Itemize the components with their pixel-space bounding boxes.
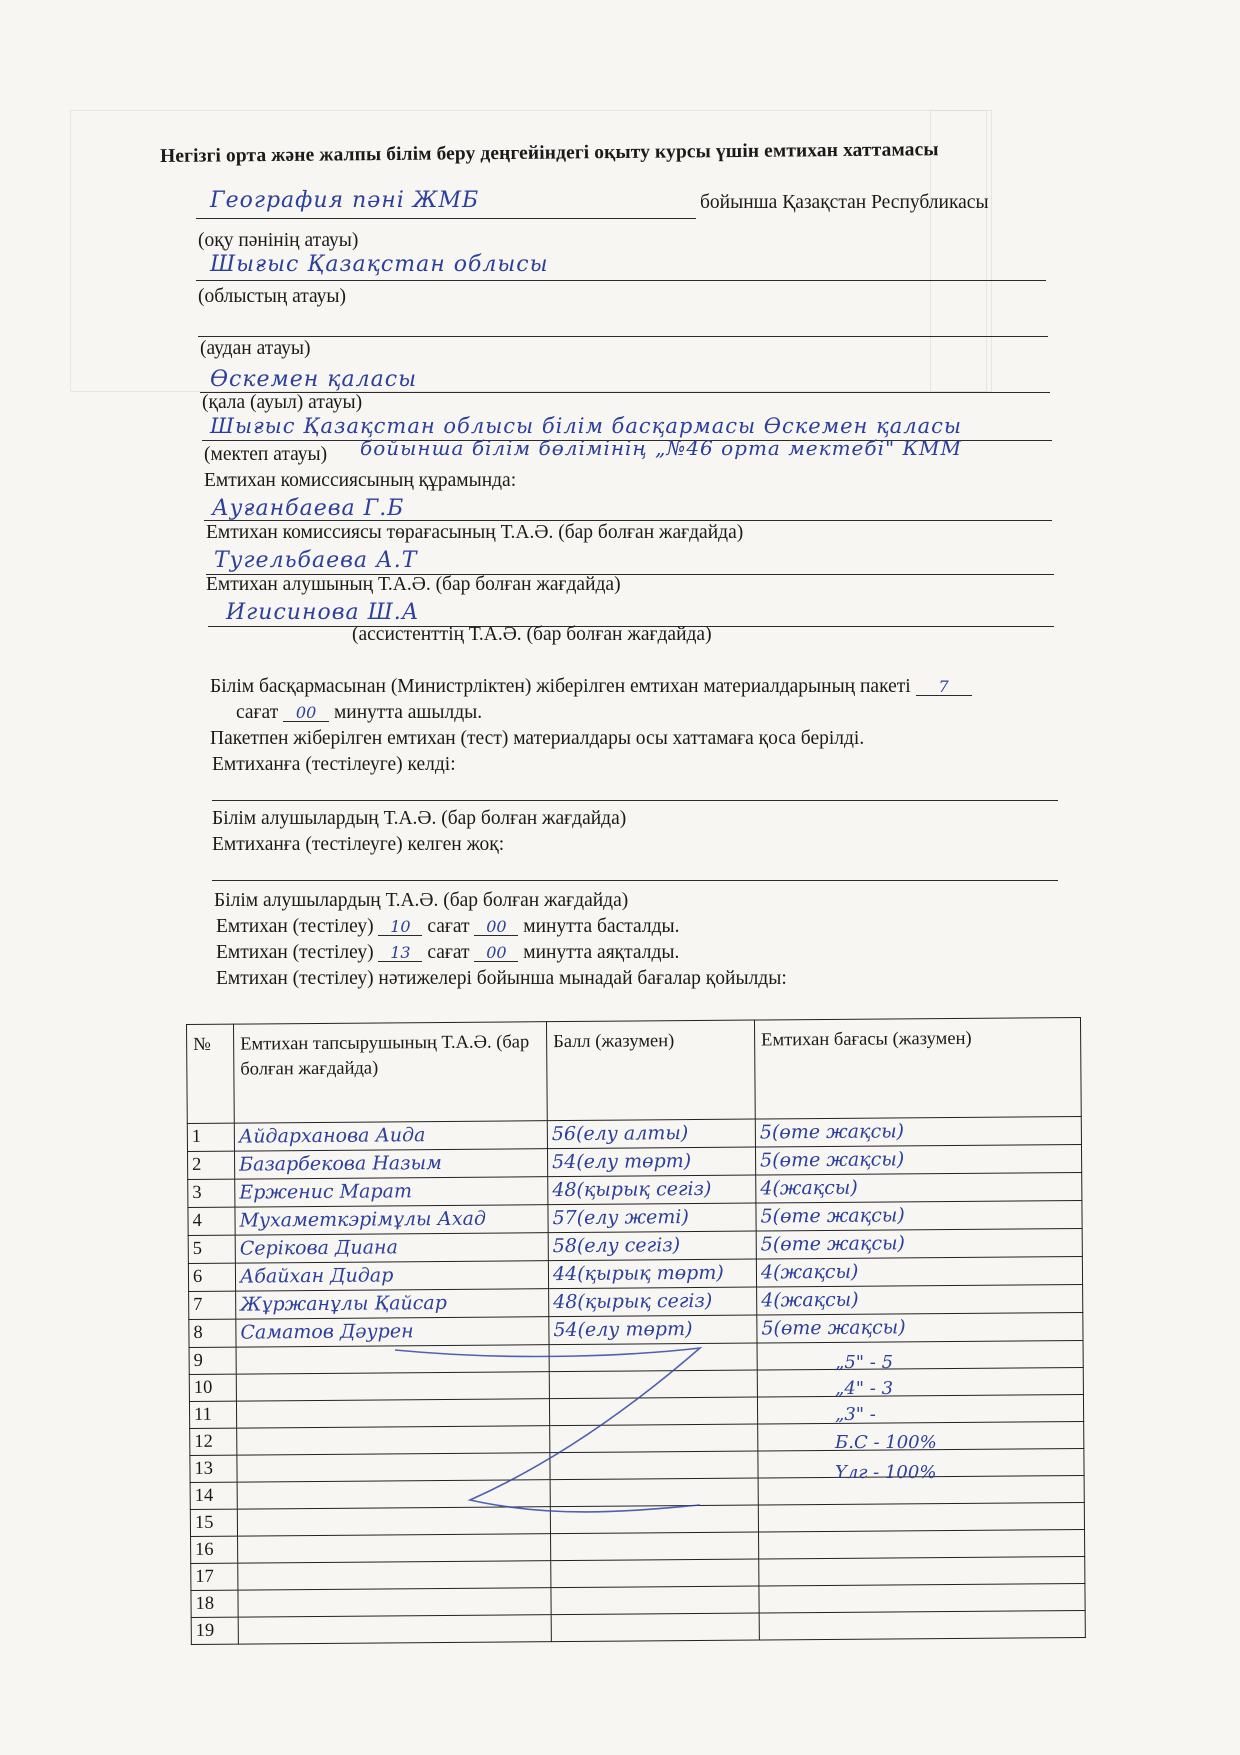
row-number: 18: [195, 1593, 215, 1614]
row-number: 2: [192, 1154, 202, 1175]
tally-line-2: „4" - 3: [835, 1378, 894, 1399]
row-number: 12: [194, 1431, 213, 1452]
start-hour-word: сағат: [427, 916, 470, 937]
row-grade: 5(өте жақсы): [760, 1204, 905, 1228]
start-hour: 10: [378, 919, 422, 936]
row-number: 6: [192, 1266, 203, 1287]
row-name: Жұржанұлы Қайсар: [240, 1291, 447, 1316]
document-title: Негізгі орта және жалпы білім беру деңгейіндегі оқыту курсы үшін емтихан хаттамасы: [160, 139, 939, 167]
row-score: 54(елу төрт): [552, 1150, 692, 1174]
region-label: (облыстың атауы): [198, 286, 347, 307]
school-label: (мектеп атауы): [204, 444, 328, 465]
assistant-value: Игисинова Ш.А: [226, 600, 420, 625]
package-hour-word: сағат: [236, 702, 279, 723]
end-minute: 00: [474, 945, 518, 962]
row-number: 8: [193, 1322, 203, 1343]
row-score: 48(қырық сегіз): [553, 1289, 713, 1314]
row-number: 1: [191, 1126, 202, 1147]
header-number: №: [187, 1024, 235, 1123]
row-grade: 5(өте жақсы): [759, 1120, 905, 1144]
row-number: 14: [194, 1485, 214, 1506]
row-number: 10: [193, 1377, 213, 1398]
subject-suffix: бойынша Қазақстан Республикасы: [700, 192, 989, 213]
row-number: 13: [194, 1458, 214, 1479]
row-grade: 4(жақсы): [760, 1260, 859, 1284]
end-hour: 13: [378, 945, 422, 962]
tally-line-5: Үлг - 100%: [835, 1462, 937, 1483]
end-suffix: минутта аяқталды.: [523, 942, 680, 963]
row-number: 16: [195, 1539, 214, 1560]
row-number: 15: [194, 1512, 214, 1533]
row-score: 54(елу төрт): [553, 1318, 693, 1342]
commission-label: Емтихан комиссиясының құрамында:: [204, 470, 517, 491]
subject-value: География пәні ЖМБ: [210, 188, 480, 213]
end-prefix: Емтихан (тестілеу): [216, 942, 374, 963]
row-number: 3: [192, 1182, 202, 1203]
came-sub: Білім алушылардың Т.А.Ә. (бар болған жағдайда): [212, 808, 627, 829]
start-minute: 00: [474, 919, 518, 936]
row-score: 58(елу сегіз): [552, 1234, 681, 1258]
start-prefix: Емтихан (тестілеу): [216, 916, 374, 937]
examiner-value: Тугельбаева А.Т: [214, 548, 418, 573]
tally-line-3: „3" -: [835, 1404, 876, 1425]
package-minute: 00: [283, 705, 329, 722]
package-hour: 7: [916, 679, 972, 696]
district-label: (аудан атауы): [200, 338, 311, 359]
header-name: Емтихан тапсырушының Т.А.Ә. (бар болған жағдайда): [234, 1022, 548, 1123]
end-hour-word: сағат: [427, 942, 470, 963]
package-opened-text: минутта ашылды.: [333, 702, 483, 723]
absent-label: Емтиханға (тестілеуге) келген жоқ:: [212, 834, 505, 855]
row-name: Базарбекова Назым: [239, 1151, 442, 1176]
absent-sub: Білім алушылардың Т.А.Ә. (бар болған жағдайда): [214, 890, 629, 911]
row-name: Айдарханова Аида: [238, 1124, 426, 1148]
row-score: 44(қырық төрт): [552, 1261, 724, 1286]
row-number: 17: [195, 1566, 214, 1587]
came-label: Емтиханға (тестілеуге) келді:: [212, 754, 456, 775]
header-score: Балл (жазумен): [546, 1020, 755, 1121]
row-number: 5: [192, 1238, 203, 1259]
row-number: 9: [193, 1350, 203, 1371]
package-text1: Білім басқармасынан (Министрліктен) жіберілген емтихан материалдарының пакеті: [210, 676, 911, 697]
row-number: 19: [195, 1620, 215, 1641]
row-grade: 5(өте жақсы): [760, 1232, 906, 1256]
row-grade: 5(өте жақсы): [760, 1148, 905, 1172]
tally-line-1: „5" - 5: [835, 1352, 894, 1373]
region-value: Шығыс Қазақстан облысы: [210, 252, 549, 277]
tally-line-4: Б.С - 100%: [835, 1432, 937, 1453]
row-score: 56(елу алты): [551, 1122, 689, 1146]
attached-text: Пакетпен жіберілген емтихан (тест) материалдары осы хаттамаға қоса берілді.: [210, 728, 865, 749]
row-name: Ерженис Марат: [239, 1180, 413, 1204]
row-score: 57(елу жеті): [552, 1206, 689, 1230]
row-name: Серікова Диана: [239, 1236, 398, 1260]
chair-value: Ауғанбаева Г.Б: [212, 496, 405, 521]
examiner-label: Емтихан алушының Т.А.Ә. (бар болған жағдайда): [206, 574, 621, 595]
subject-label: (оқу пәнінің атауы): [198, 230, 359, 251]
row-name: Мухаметкэрімұлы Ахад: [239, 1207, 487, 1232]
row-grade: 4(жақсы): [760, 1176, 858, 1200]
assistant-label: (ассистенттің Т.А.Ә. (бар болған жағдайда): [352, 624, 712, 645]
row-number: 11: [193, 1404, 212, 1425]
chair-label: Емтихан комиссиясы төрағасының Т.А.Ә. (бар болған жағдайда): [206, 522, 744, 543]
results-intro: Емтихан (тестілеу) нәтижелері бойынша мынадай бағалар қойылды:: [216, 968, 787, 989]
row-name: Саматов Дәурен: [240, 1320, 414, 1344]
row-name: Абайхан Дидар: [239, 1264, 394, 1288]
header-grade: Емтихан бағасы (жазумен): [754, 1017, 1081, 1119]
row-score: 48(қырық сегіз): [552, 1177, 712, 1202]
school-value-line2: бойынша білім бөлімінің „№46 орта мектебі" КММ: [360, 436, 962, 460]
city-label: (қала (ауыл) атауы): [202, 392, 363, 413]
row-grade: 4(жақсы): [761, 1288, 859, 1312]
start-suffix: минутта басталды.: [523, 916, 680, 937]
row-number: 4: [192, 1210, 202, 1231]
school-value-line1: Шығыс Қазақстан облысы білім басқармасы Өскемен қаласы: [210, 414, 963, 438]
city-value: Өскемен қаласы: [210, 367, 418, 392]
row-number: 7: [193, 1294, 203, 1315]
row-grade: 5(өте жақсы): [761, 1316, 906, 1340]
